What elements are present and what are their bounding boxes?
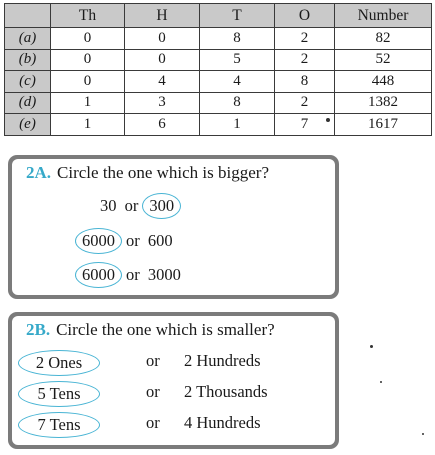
option-right[interactable]: 2 Hundreds xyxy=(184,351,261,370)
tens-cell: 1 xyxy=(200,114,275,136)
exercise-2a-tag: 2A. xyxy=(26,163,52,182)
table-row xyxy=(5,114,432,136)
option-left-circled[interactable]: 5 Tens xyxy=(18,381,100,407)
exercise-2b-tag: 2B. xyxy=(26,320,51,339)
comparison-pair xyxy=(18,412,261,438)
ones-cell: 2 xyxy=(275,28,335,50)
hundreds-cell: 3 xyxy=(125,92,200,114)
exercise-2a-card xyxy=(8,155,339,299)
option-left-circled[interactable]: 2 Ones xyxy=(18,350,100,376)
number-cell: 1382 xyxy=(335,92,432,114)
thousands-cell: 0 xyxy=(51,28,125,50)
exercise-2a-instruction: Circle the one which is bigger? xyxy=(57,163,269,182)
or-word: or xyxy=(146,351,160,370)
header-cell-thousands: Th xyxy=(51,4,125,28)
header-cell-number: Number xyxy=(335,4,432,28)
table-row xyxy=(5,92,432,114)
header-cell-tens: T xyxy=(200,4,275,28)
table-row xyxy=(5,28,432,50)
or-word: or xyxy=(146,382,160,401)
row-label: (b) xyxy=(5,49,51,71)
table-row xyxy=(5,71,432,93)
header-cell-hundreds: H xyxy=(125,4,200,28)
tens-cell: 5 xyxy=(200,49,275,71)
scan-speck xyxy=(370,345,373,348)
row-label: (d) xyxy=(5,92,51,114)
comparison-pair xyxy=(18,350,261,376)
thousands-cell: 1 xyxy=(51,114,125,136)
option-right-circled[interactable]: 300 xyxy=(142,193,181,219)
exercise-2b-instruction: Circle the one which is smaller? xyxy=(56,320,275,339)
or-word: or xyxy=(124,196,139,215)
ones-cell: 8 xyxy=(275,71,335,93)
hundreds-cell: 6 xyxy=(125,114,200,136)
thousands-cell: 0 xyxy=(51,71,125,93)
row-label: (c) xyxy=(5,71,51,93)
exercise-2b-panel xyxy=(12,316,335,445)
ones-cell: 2 xyxy=(275,49,335,71)
scan-speck xyxy=(326,118,330,122)
exercise-2b-card xyxy=(8,312,339,449)
option-right[interactable]: 600 xyxy=(147,231,173,250)
option-left-circled[interactable]: 7 Tens xyxy=(18,412,100,438)
number-cell: 448 xyxy=(335,71,432,93)
hundreds-cell: 0 xyxy=(125,49,200,71)
row-label: (a) xyxy=(5,28,51,50)
tens-cell: 4 xyxy=(200,71,275,93)
or-word: or xyxy=(146,413,160,432)
option-left-circled[interactable]: 6000 xyxy=(75,228,122,254)
table-row xyxy=(5,49,432,71)
row-label: (e) xyxy=(5,114,51,136)
ones-cell: 7 xyxy=(275,114,335,136)
comparison-pair xyxy=(100,193,181,219)
exercise-2a-heading xyxy=(26,163,269,183)
number-cell: 82 xyxy=(335,28,432,50)
or-word: or xyxy=(126,231,140,250)
tens-cell: 8 xyxy=(200,92,275,114)
comparison-pair xyxy=(75,228,173,254)
scan-speck xyxy=(422,433,424,435)
table-header-row xyxy=(5,4,432,28)
header-cell-ones: O xyxy=(275,4,335,28)
scan-speck xyxy=(380,381,382,383)
option-left-circled[interactable]: 6000 xyxy=(75,262,122,288)
option-left[interactable]: 30 xyxy=(100,196,117,215)
hundreds-cell: 0 xyxy=(125,28,200,50)
exercise-2a-panel xyxy=(12,159,335,295)
option-right[interactable]: 3000 xyxy=(147,265,181,284)
hundreds-cell: 4 xyxy=(125,71,200,93)
option-right[interactable]: 2 Thousands xyxy=(184,382,268,401)
comparison-pair xyxy=(18,381,268,407)
tens-cell: 8 xyxy=(200,28,275,50)
thousands-cell: 1 xyxy=(51,92,125,114)
place-value-table xyxy=(4,3,432,136)
exercise-2b-heading xyxy=(26,320,275,340)
ones-cell: 2 xyxy=(275,92,335,114)
or-word: or xyxy=(126,265,140,284)
number-cell: 52 xyxy=(335,49,432,71)
comparison-pair xyxy=(75,262,181,288)
number-cell: 1617 xyxy=(335,114,432,136)
thousands-cell: 0 xyxy=(51,49,125,71)
option-right[interactable]: 4 Hundreds xyxy=(184,413,261,432)
header-cell-blank xyxy=(5,4,51,28)
